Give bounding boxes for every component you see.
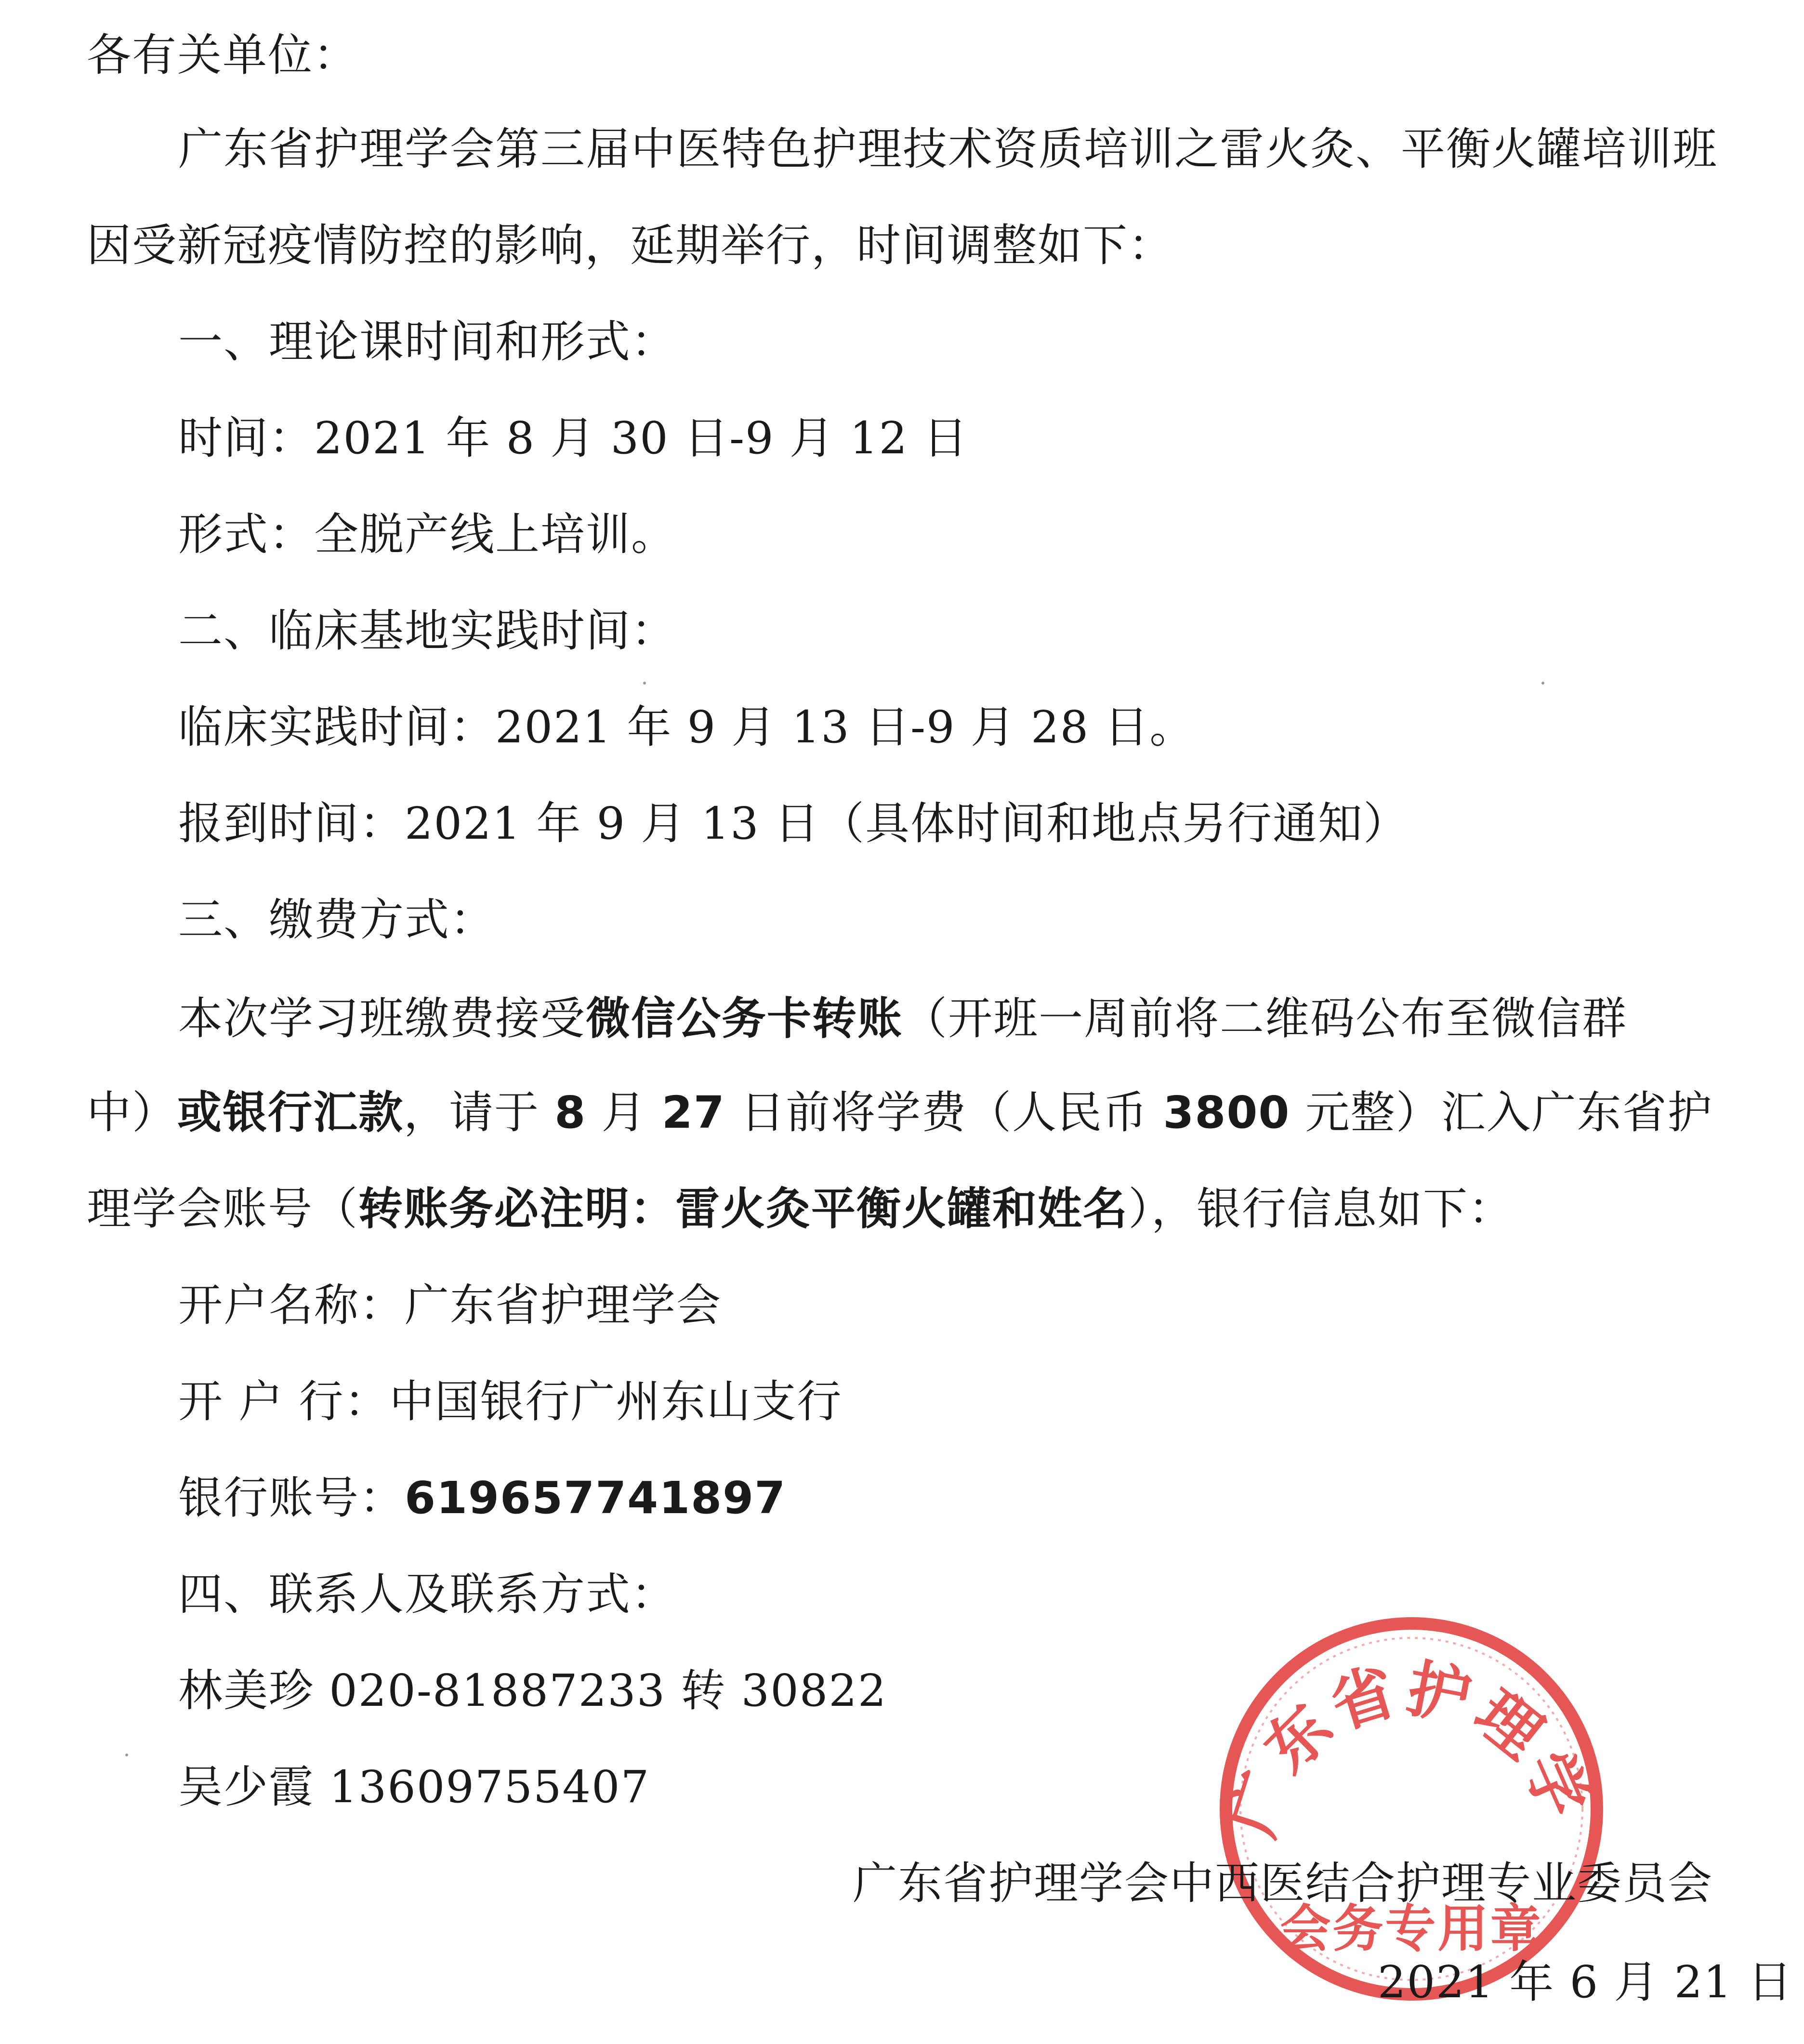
account-number-line — [178, 1472, 786, 1525]
payment-text: 本次学习班缴费接受 — [178, 993, 586, 1044]
payment-text: ，请于 — [404, 1087, 555, 1138]
section2-report: 报到时间：2021 年 9 月 13 日（具体时间和地点另行通知） — [178, 798, 1409, 849]
payment-text: ），银行信息如下： — [1128, 1183, 1514, 1235]
section2-practice: 临床实践时间：2021 年 9 月 13 日-9 月 28 日。 — [178, 701, 1195, 753]
svg-text:广东省护理学会 — [1211, 1609, 1604, 1845]
payment-day: 27 — [661, 1087, 725, 1138]
section2-heading: 二、临床基地实践时间： — [178, 605, 677, 657]
account-number: 619657741897 — [405, 1472, 787, 1524]
payment-amount: 3800 — [1163, 1087, 1290, 1138]
payment-text: 元整）汇入广东省护 — [1290, 1087, 1713, 1138]
bank-branch: 开 户 行：中国银行广州东山支行 — [178, 1376, 843, 1427]
payment-text: 日前将学费（人民币 — [725, 1087, 1163, 1138]
payment-text: 理学会账号（ — [87, 1183, 359, 1235]
payment-bank-emphasis: 或银行汇款 — [177, 1087, 404, 1138]
account-name: 开户名称：广东省护理学会 — [178, 1279, 722, 1331]
section1-heading: 一、理论课时间和形式： — [178, 316, 677, 368]
contact-1: 林美珍 020-81887233 转 30822 — [178, 1665, 887, 1716]
payment-paragraph-line-1 — [178, 992, 1627, 1045]
seal-subtext: 会务专用章 — [1280, 1899, 1543, 1958]
payment-month: 8 — [554, 1087, 587, 1138]
section4-heading: 四、联系人及联系方式： — [178, 1569, 677, 1620]
payment-note-emphasis: 转账务必注明：雷火灸平衡火罐和姓名 — [358, 1183, 1129, 1235]
scan-speck — [1541, 682, 1544, 685]
payment-text: 月 — [586, 1087, 662, 1138]
seal-text: 广东省护理学 — [1215, 1651, 1604, 1845]
account-number-label: 银行账号： — [178, 1472, 405, 1524]
scan-speck — [643, 682, 646, 685]
salutation: 各有关单位： — [87, 29, 359, 81]
payment-paragraph-line-2 — [87, 1086, 1713, 1139]
intro-line-1: 广东省护理学会第三届中医特色护理技术资质培训之雷火灸、平衡火罐培训班 — [178, 123, 1718, 175]
payment-wechat-emphasis: 微信公务卡转账 — [586, 993, 903, 1044]
section3-heading: 三、缴费方式： — [178, 894, 496, 946]
signature-org: 广东省护理学会中西医结合护理专业委员会 — [853, 1858, 1713, 1909]
section1-time: 时间：2021 年 8 月 30 日-9 月 12 日 — [178, 412, 969, 464]
seal-graphic — [1211, 1609, 1611, 2009]
scan-speck — [125, 1754, 128, 1756]
payment-text: 中） — [87, 1087, 178, 1138]
official-seal — [1211, 1609, 1611, 2009]
section1-form: 形式：全脱产线上培训。 — [178, 509, 677, 560]
contact-2: 吴少霞 13609755407 — [178, 1761, 650, 1813]
payment-text: （开班一周前将二维码公布至微信群 — [903, 993, 1628, 1044]
payment-paragraph-line-3 — [87, 1183, 1514, 1236]
intro-line-2: 因受新冠疫情防控的影响，延期举行，时间调整如下： — [87, 220, 1174, 271]
signature-date: 2021 年 6 月 21 日 — [1378, 1956, 1793, 2008]
